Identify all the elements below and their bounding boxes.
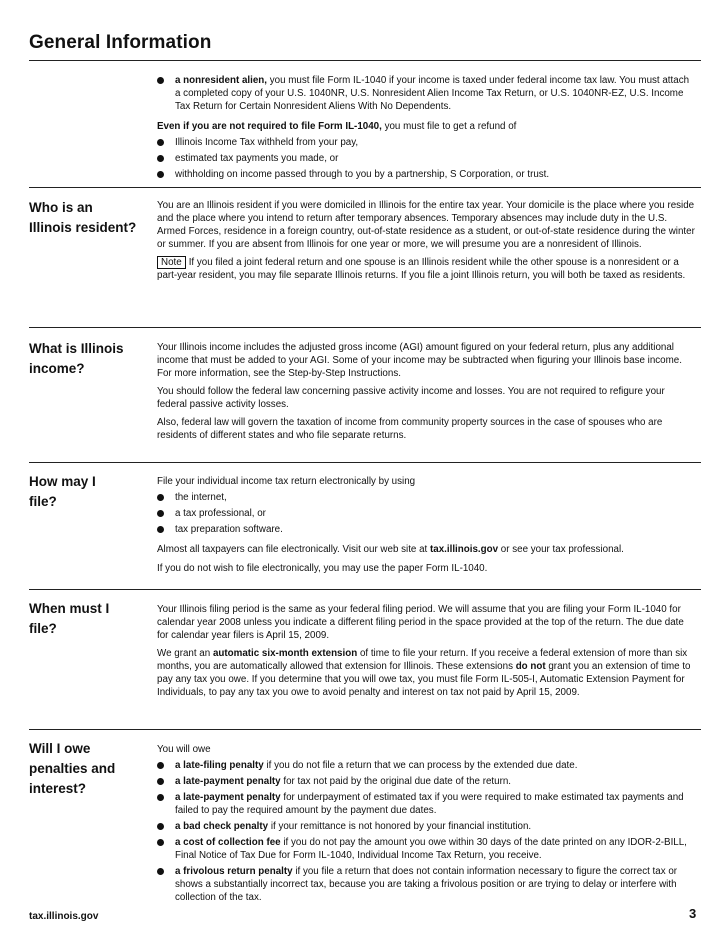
divider	[29, 462, 701, 463]
bullet-icon	[157, 510, 164, 517]
bullet-item: tax preparation software.	[157, 523, 697, 536]
divider	[29, 60, 701, 61]
bullet-icon	[157, 794, 164, 801]
bullet-icon	[157, 77, 164, 84]
bullet-item: withholding on income passed through to you by a partnership, S Corporation, or trust.	[157, 168, 697, 181]
section-heading-whenfile: When must I file?	[29, 601, 110, 636]
divider	[29, 327, 701, 328]
bullet-item: a tax professional, or	[157, 507, 697, 520]
bullet-icon	[157, 155, 164, 162]
footer-site: tax.illinois.gov	[29, 911, 99, 922]
bullet-item: a late-payment penalty for tax not paid by the original due date of the return.	[157, 775, 697, 788]
bullet-item: the internet,	[157, 491, 697, 504]
note-label: Note	[157, 256, 186, 269]
page-number: 3	[689, 906, 697, 921]
bullet-icon	[157, 778, 164, 785]
resident-body: You are an Illinois resident if you were domiciled in Illinois for the entire tax year. Your domicile is the place where you reside and the place where you intend to return after temporary absences. Temporary absences may include duty in the U.S. Armed Forces, residence in a foreign country, out-of-state residence as a student, or out-of-state residence during the winter or summer. If you are absent from Illinois for one year or more, we will presume you are a nonresident of Illinois. Note If you filed a joint federal return and one spouse is an Illinois resident while the other spouse is a nonresident or a part-year resident, you may file separate Illinois returns. If you file a joint Illinois return, you will both be taxed as residents.	[157, 200, 695, 281]
bullet-icon	[157, 171, 164, 178]
bullet-item: a nonresident alien, you must file Form IL-1040 if your income is taxed under federal income tax law. You must attach a completed copy of your U.S. 1040NR, U.S. Nonresident Alien Income Tax Return, or U.S. 1040NR-EZ, U.S. Income Tax Return for Certain Nonresident Aliens With No Dependents.	[157, 74, 697, 113]
bullet-icon	[157, 762, 164, 769]
penalties-body: You will owe a late-filing penalty if you do not file a return that we can process by the extended due date. a late-payment penalty for tax not paid by the original due date of the return. a late-payment penalty for underpayment of estimated tax if you were required to make estimated tax payments and failed to pay the required amount by the payment due dates. a bad check penalty if your remittance is not honored by your financial institution. a cost of collection fee if you do not pay the amount you owe within 30 days of the date printed on any IDOR-2-BILL, Final Notice of Tax Due for Form IL-1040, Individual Income Tax Return, you receive. a frivolous return penalty if you file a return that does not contain information necessary to figure the correct tax or shows a substantially incorrect tax, because you are taking a frivolous position or are trying to delay or interfere with collection of the tax.	[157, 743, 697, 904]
bullet-item: estimated tax payments you made, or	[157, 152, 697, 165]
page-title: General Information	[29, 32, 212, 53]
bullet-item: a bad check penalty if your remittance is not honored by your financial institution.	[157, 820, 697, 833]
bullet-item: a late-payment penalty for underpayment of estimated tax if you were required to make estimated tax payments and failed to pay the required amount by the payment due dates.	[157, 791, 697, 817]
section-heading-income: What is Illinois income?	[29, 341, 124, 376]
bullet-item: Illinois Income Tax withheld from your pay,	[157, 136, 697, 149]
section-heading-resident: Who is an Illinois resident?	[29, 200, 137, 235]
website-link[interactable]: tax.illinois.gov	[430, 544, 499, 555]
whenfile-body: Your Illinois filing period is the same as your federal filing period. We will assume that you are filing your Form IL-1040 for calendar year 2008 unless you indicate a different filing period in the space provided at the top of the return. The due date for calendar year filers is April 15, 2009. We grant an automatic six-month extension of time to file your return. If you receive a federal extension of more than six months, you are automatically allowed that extension for Illinois. These extensions do not grant you an extension of time to pay any tax you owe. If you determine that you will owe tax, you must file Form IL-505-I, Automatic Extension Payment for Individuals, to pay any tax you owe to avoid penalty and interest on tax not paid by April 15, 2009.	[157, 604, 691, 698]
bullet-icon	[157, 526, 164, 533]
bullet-icon	[157, 139, 164, 146]
bullet-item: a frivolous return penalty if you file a return that does not contain information necessary to figure the correct tax or shows a substantially incorrect tax, because you are taking a frivolous position or are trying to delay or interfere with collection of the tax.	[157, 865, 697, 904]
section-heading-penalties: Will I owe penalties and interest?	[29, 741, 116, 796]
section-heading-howfile: How may I file?	[29, 474, 96, 509]
refund-intro: Even if you are not required to file Form IL-1040, you must file to get a refund of	[157, 121, 517, 132]
intro-block	[157, 74, 697, 181]
howfile-body: File your individual income tax return electronically by using the internet, a tax professional, or tax preparation software. Almost all taxpayers can file electronically. Visit our web site at tax.illinois.gov or see your tax professional. If you do not wish to file electronically, you may use the paper Form IL-1040.	[157, 475, 697, 575]
income-body: Your Illinois income includes the adjusted gross income (AGI) amount figured on your federal return, plus any additional income that must be added to your AGI. Some of your income may be subtracted when figuring your Illinois base income. For more information, see the Step-by-Step Instructions. You should follow the federal law concerning passive activity income and losses. You are not required to refigure your federal passive activity losses. Also, federal law will govern the taxation of income from community property sources in the case of spouses who are residents of different states and who file separate returns.	[157, 342, 682, 441]
bullet-icon	[157, 494, 164, 501]
divider	[29, 187, 701, 188]
bullet-item: a late-filing penalty if you do not file a return that we can process by the extended due date.	[157, 759, 697, 772]
bullet-icon	[157, 868, 164, 875]
divider	[29, 729, 701, 730]
bullet-item: a cost of collection fee if you do not pay the amount you owe within 30 days of the date printed on any IDOR-2-BILL, Final Notice of Tax Due for Form IL-1040, Individual Income Tax Return, you receive.	[157, 836, 697, 862]
divider	[29, 589, 701, 590]
bullet-icon	[157, 839, 164, 846]
bullet-icon	[157, 823, 164, 830]
